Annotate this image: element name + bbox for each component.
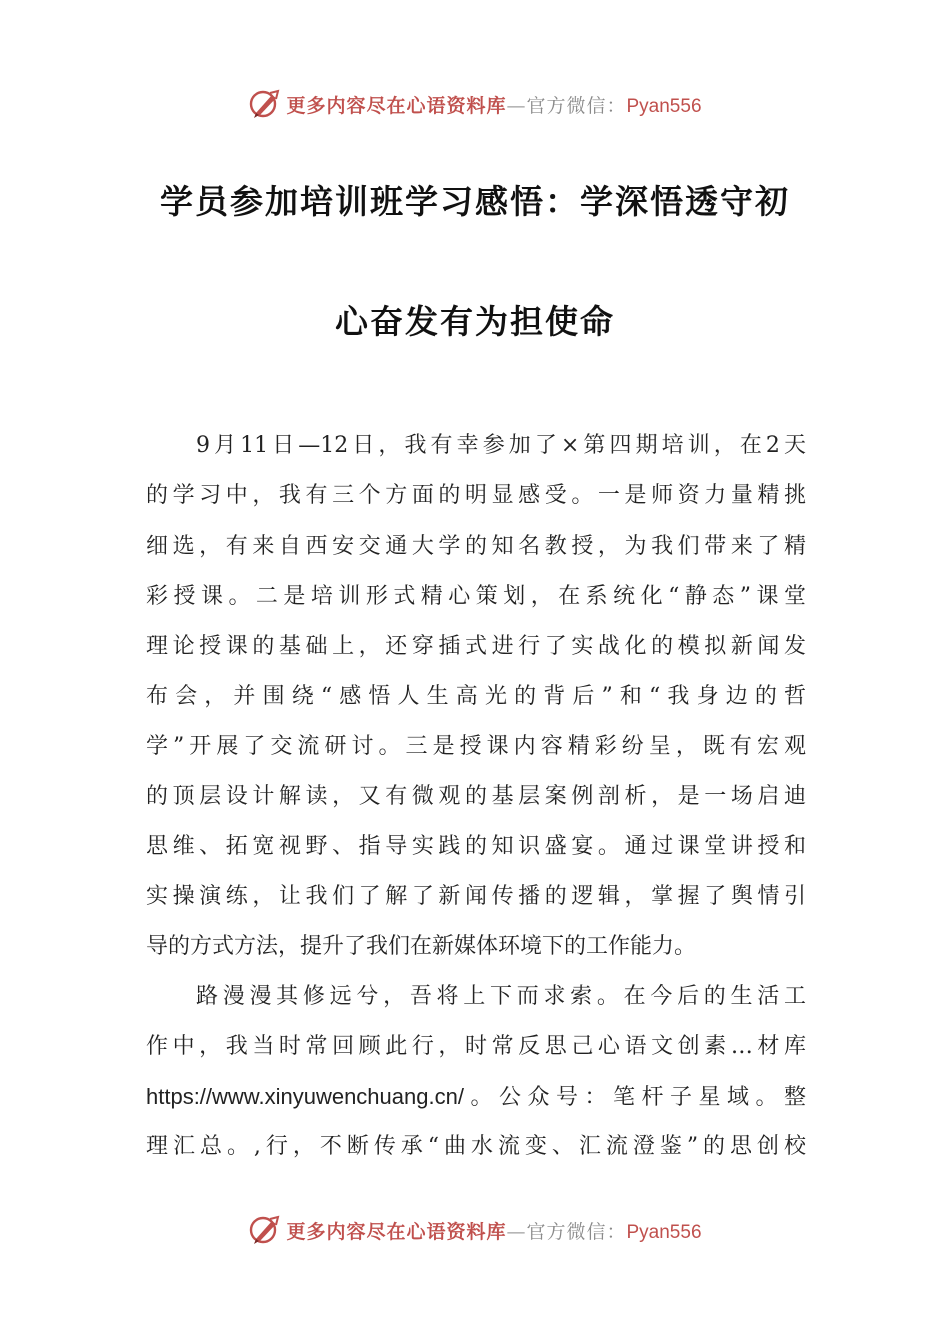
body-line: 理汇总。,行，不断传承“曲水流变、汇流澄鉴”的思创校	[146, 1134, 806, 1159]
body-line: 学”开展了交流研讨。三是授课内容精彩纷呈，既有宏观	[146, 734, 806, 759]
body-line-url: https://www.xinyuwenchuang.cn/。公众号：笔杆子星域。整	[146, 1084, 806, 1109]
pen-logo-icon	[248, 1213, 282, 1247]
header-banner-brand: 更多内容尽在心语资料库	[286, 94, 507, 117]
body-line: 细选，有来自西安交通大学的知名教授，为我们带来了精	[146, 534, 806, 559]
footer-banner-text	[286, 1217, 701, 1244]
body-line: 的学习中，我有三个方面的明显感受。一是师资力量精挑	[146, 483, 806, 508]
footer-banner-account: Pyan556	[626, 1221, 702, 1243]
body-line: 实操演练，让我们了解了新闻传播的逻辑，掌握了舆情引	[146, 884, 806, 909]
footer-banner	[0, 1210, 950, 1250]
document-title-line-2: 心奋发有为担使命	[335, 302, 615, 341]
footer-banner-official: 官方微信：	[526, 1220, 627, 1243]
footer-banner-brand: 更多内容尽在心语资料库	[286, 1220, 507, 1243]
document-title-line-1: 学员参加培训班学习感悟：学深悟透守初	[160, 182, 790, 221]
header-banner-text	[286, 91, 701, 118]
body-line: 导的方式方法，提升了我们在新媒体环境下的工作能力。	[146, 934, 697, 959]
header-banner-dash: —	[506, 94, 527, 117]
body-line: 理论授课的基础上，还穿插式进行了实战化的模拟新闻发	[146, 634, 806, 659]
footer-banner-dash: —	[506, 1220, 527, 1243]
body-line: 9月11日—12日，我有幸参加了×第四期培训，在2天	[196, 433, 806, 458]
header-banner	[0, 84, 950, 124]
body-line: 布会，并围绕“感悟人生高光的背后”和“我身边的哲	[146, 684, 806, 709]
body-line: 路漫漫其修远兮，吾将上下而求索。在今后的生活工	[196, 984, 806, 1009]
body-line: 的顶层设计解读，又有微观的基层案例剖析，是一场启迪	[146, 784, 806, 809]
header-banner-account: Pyan556	[626, 95, 702, 117]
body-line: 作中，我当时常回顾此行，时常反思己心语文创素…材库	[146, 1034, 806, 1059]
body-line: 彩授课。二是培训形式精心策划，在系统化“静态”课堂	[146, 584, 806, 609]
header-banner-official: 官方微信：	[526, 94, 627, 117]
pen-logo-icon	[248, 87, 282, 121]
body-line: 思维、拓宽视野、指导实践的知识盛宴。通过课堂讲授和	[146, 834, 806, 859]
